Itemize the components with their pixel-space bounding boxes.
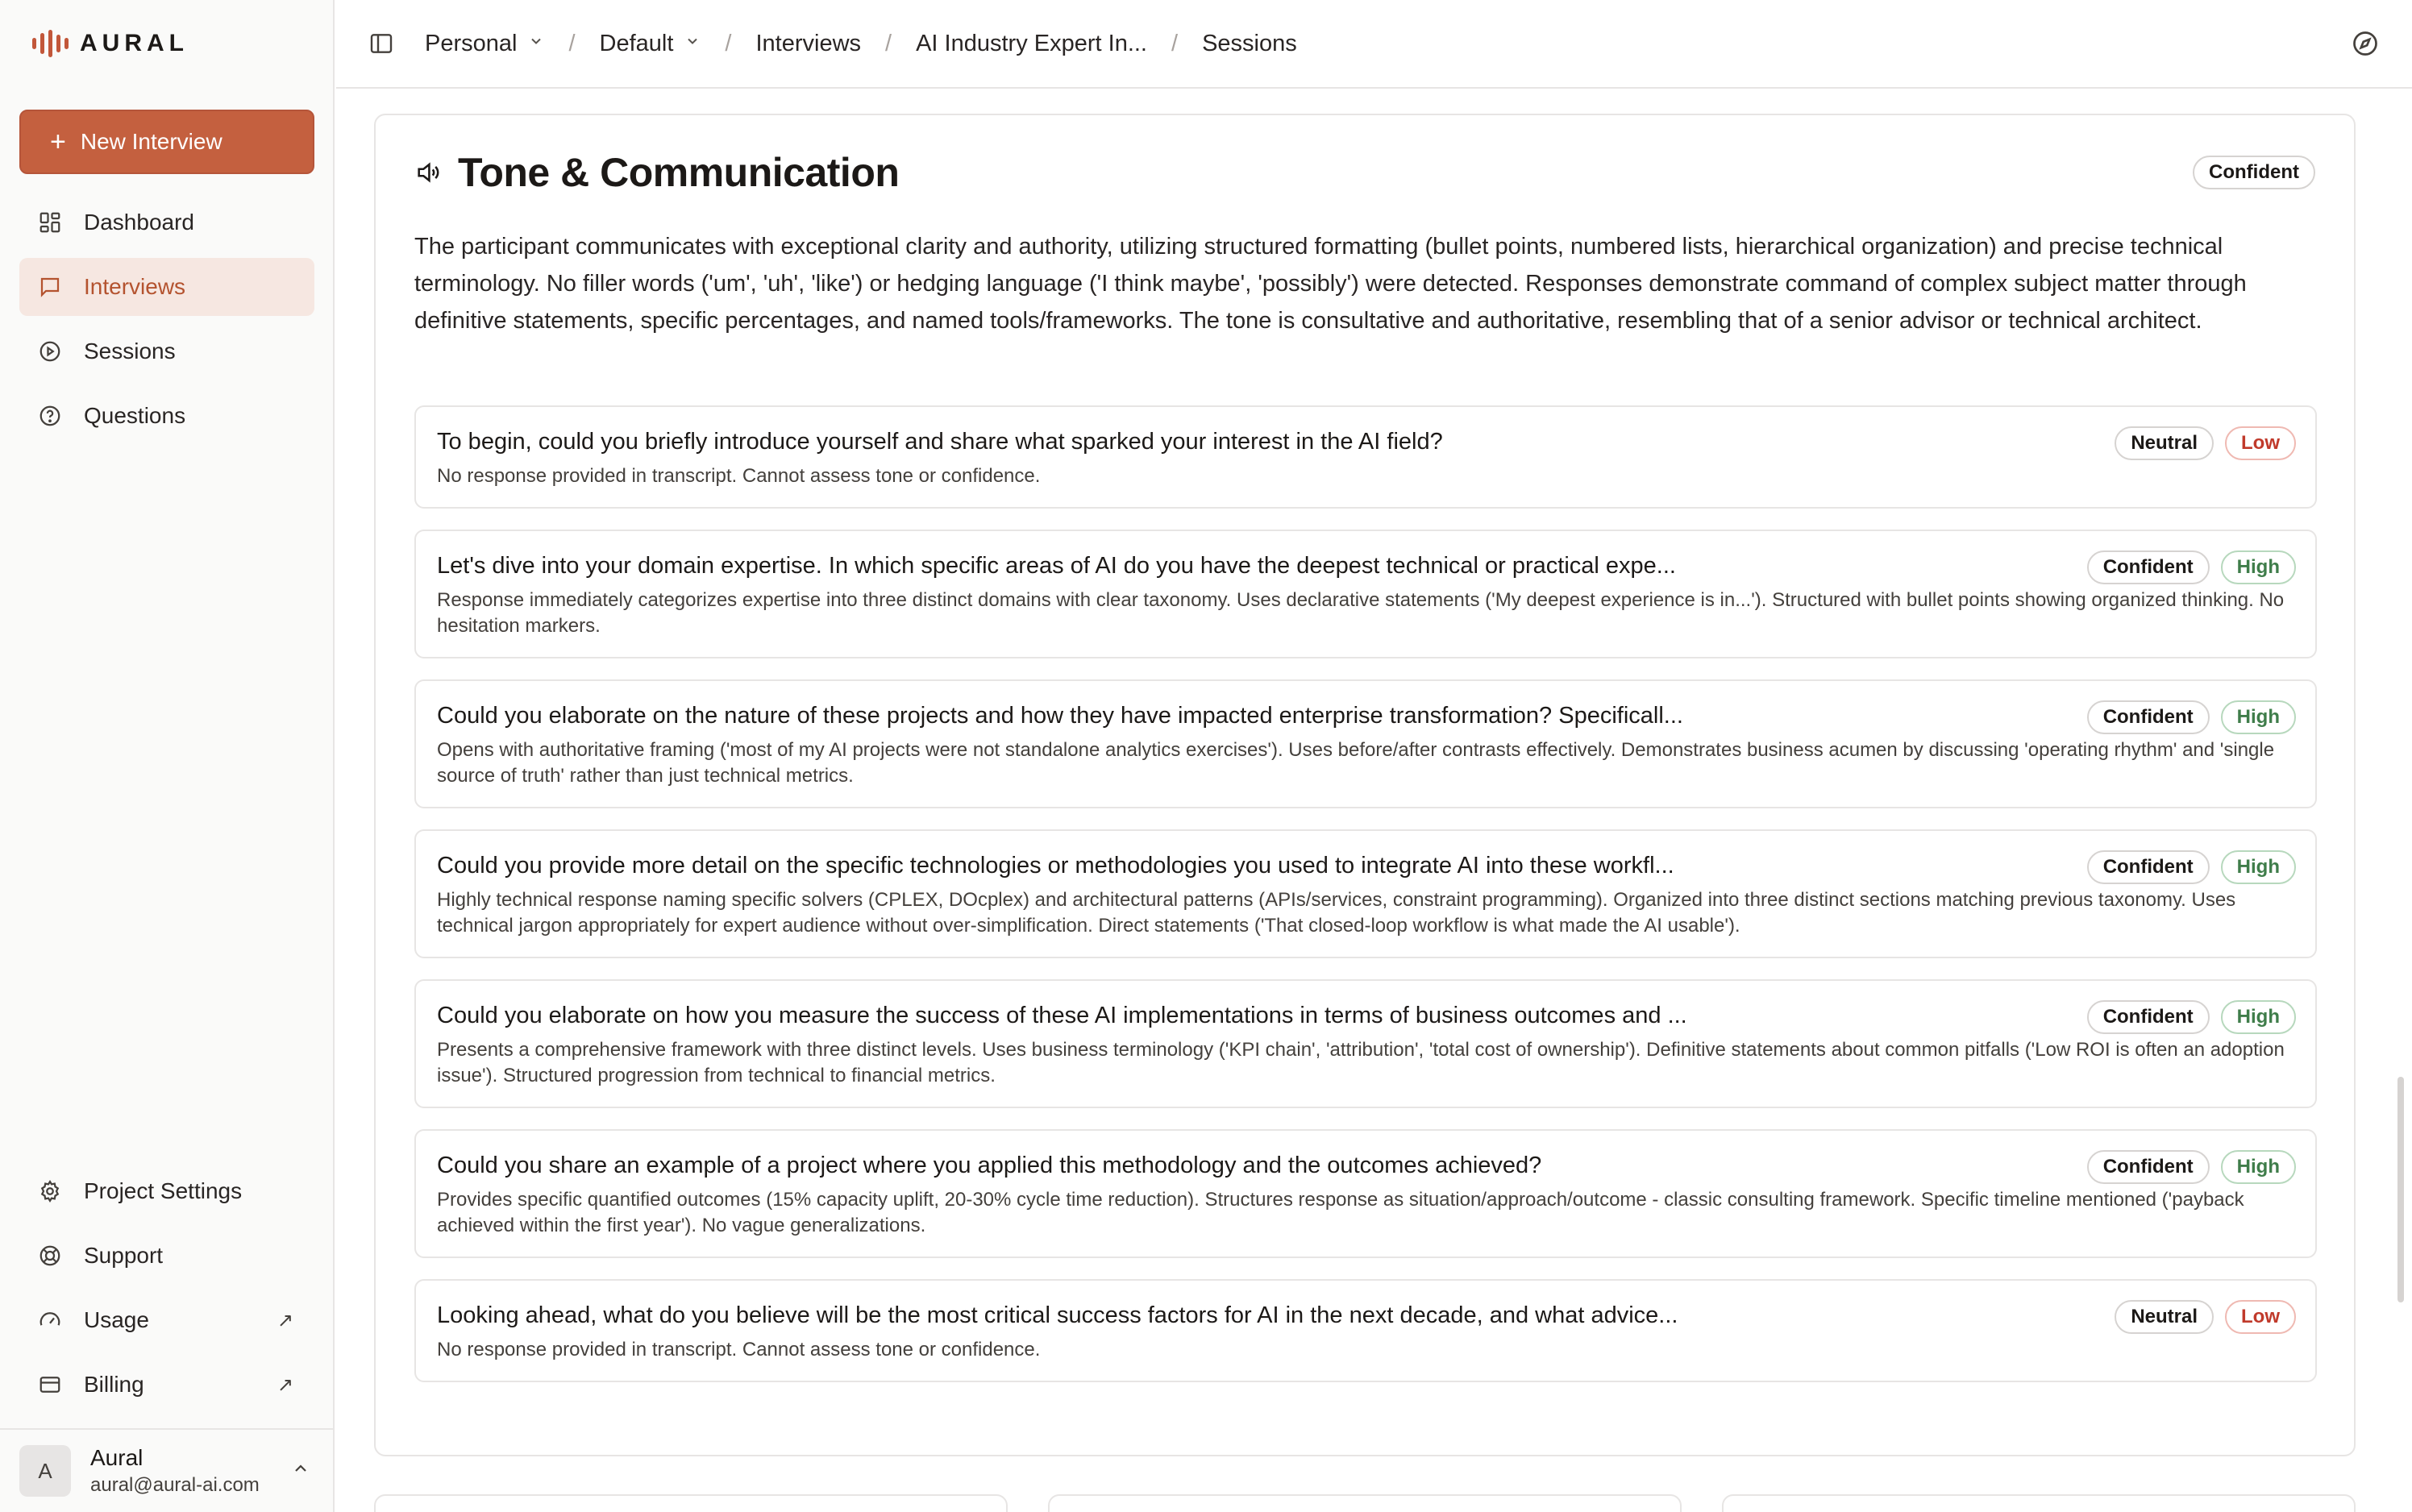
confidence-badge: Low xyxy=(2225,426,2296,460)
nav-item-sessions[interactable] xyxy=(19,322,314,380)
tone-summary: The participant communicates with exceptional clarity and authority, utilizing structured formatting (bullet points, numbered lists, hierarchical organization) and precise technical terminology. No filler words ('um', 'uh', 'like') or hedging language ('I think maybe', 'possibly') were detected. Responses demonstrate command of complex subject matter through definitive statements, specific percentages, and named tools/frameworks. The tone is consultative and authoritative, resembling that of a senior advisor or technical architect. xyxy=(414,234,2247,334)
message-square-icon xyxy=(37,274,63,300)
tone-badge: Confident xyxy=(2087,850,2210,884)
compass-icon[interactable] xyxy=(2351,29,2380,58)
question-text: Could you share an example of a project where you applied this methodology and the outcomes achieved? xyxy=(437,1153,1542,1178)
help-circle-icon xyxy=(37,403,63,429)
question-badges xyxy=(2087,700,2296,734)
breadcrumb-project[interactable] xyxy=(600,31,701,57)
nav-label: Project Settings xyxy=(84,1178,243,1203)
external-link-icon: ↗ xyxy=(277,1373,293,1396)
question-badges xyxy=(2115,426,2296,460)
user-email: aural@aural-ai.com xyxy=(90,1474,260,1496)
nav-item-dashboard[interactable] xyxy=(19,193,314,251)
next-cards-row xyxy=(374,1494,2356,1512)
breadcrumb-interviews[interactable]: Interviews xyxy=(755,30,862,56)
summary-card xyxy=(374,1494,1008,1512)
question-note: Response immediately categorizes expertise into three distinct domains with clear taxonomy. Uses declarative statements ('My deepest experience is in...'). Structured with bullet points showing organized thinking. No hesitation markers. xyxy=(437,589,2285,637)
confidence-badge: High xyxy=(2221,700,2296,734)
breadcrumb-separator: / xyxy=(885,30,892,56)
breadcrumb-workspace[interactable] xyxy=(425,31,544,57)
question-note: No response provided in transcript. Cannot assess tone or confidence. xyxy=(437,465,1041,487)
confidence-badge: High xyxy=(2221,550,2296,584)
gauge-icon xyxy=(37,1307,63,1333)
breadcrumb-interview[interactable]: AI Industry Expert In... xyxy=(916,30,1147,56)
waveform-logo-icon xyxy=(32,30,69,57)
question-text: Could you elaborate on the nature of these projects and how they have impacted enterprise transformation? Specificall... xyxy=(437,703,1683,729)
question-text: To begin, could you briefly introduce yourself and share what sparked your interest in the AI field? xyxy=(437,429,1443,455)
question-note: Highly technical response naming specific solvers (CPLEX, DOcplex) and architectural patterns (APIs/services, constraint programming). Organized into three distinct sections matching previous taxonomy. Uses technical jargon appropriately for expert audience without over-simplification. Direct statements ('That closed-loop workflow is what made the AI usable'). xyxy=(437,889,2236,937)
question-text: Looking ahead, what do you believe will be the most critical success factors for AI in the next decade, and what advice... xyxy=(437,1302,1678,1328)
chevron-up-icon xyxy=(291,1459,310,1484)
card-header xyxy=(414,149,899,196)
chevron-down-icon xyxy=(528,33,544,54)
question-list xyxy=(414,405,2317,1403)
app-logo[interactable] xyxy=(32,27,189,60)
user-menu[interactable] xyxy=(0,1428,335,1512)
tone-communication-card xyxy=(374,114,2356,1456)
nav-item-project-settings[interactable] xyxy=(19,1162,314,1220)
external-link-icon: ↗ xyxy=(277,1309,293,1331)
nav-item-support[interactable] xyxy=(19,1227,314,1285)
confidence-badge: High xyxy=(2221,850,2296,884)
question-text: Let's dive into your domain expertise. In which specific areas of AI do you have the deepest technical or practical expe... xyxy=(437,553,1676,579)
new-interview-label: New Interview xyxy=(80,129,222,154)
topbar xyxy=(336,0,2412,89)
question-text: Could you provide more detail on the specific technologies or methodologies you used to integrate AI into these workfl... xyxy=(437,853,1674,879)
breadcrumb-separator: / xyxy=(725,30,732,56)
play-circle-icon xyxy=(37,339,63,364)
overall-tone-badge: Confident xyxy=(2193,156,2315,189)
nav-item-interviews[interactable] xyxy=(19,258,314,316)
question-badges xyxy=(2087,550,2296,584)
sidebar xyxy=(0,0,335,1512)
question-badges xyxy=(2115,1300,2296,1334)
scrollbar-thumb[interactable] xyxy=(2397,1077,2404,1302)
chevron-down-icon xyxy=(684,33,701,54)
nav-item-questions[interactable] xyxy=(19,387,314,445)
nav-label: Dashboard xyxy=(84,210,194,235)
tone-badge: Confident xyxy=(2087,1150,2210,1184)
user-name: Aural xyxy=(90,1445,143,1470)
breadcrumb-current-page: Sessions xyxy=(1202,30,1297,56)
nav-label: Sessions xyxy=(84,339,176,363)
tone-badge: Confident xyxy=(2087,550,2210,584)
plus-icon: + xyxy=(50,127,66,157)
avatar: A xyxy=(19,1445,71,1497)
confidence-badge: High xyxy=(2221,1150,2296,1184)
question-item xyxy=(414,405,2317,509)
breadcrumb-workspace-label: Personal xyxy=(425,30,518,56)
nav-label: Interviews xyxy=(84,274,186,299)
confidence-badge: Low xyxy=(2225,1300,2296,1334)
new-interview-button[interactable] xyxy=(19,110,314,174)
question-note: No response provided in transcript. Cannot assess tone or confidence. xyxy=(437,1339,1041,1360)
card-title: Tone & Communication xyxy=(458,150,900,195)
question-item xyxy=(414,1279,2317,1382)
nav-label: Support xyxy=(84,1243,164,1268)
logo-text: AURAL xyxy=(80,30,189,56)
tone-badge: Confident xyxy=(2087,1000,2210,1034)
nav-label: Billing xyxy=(84,1372,144,1397)
nav-label: Usage xyxy=(84,1307,149,1332)
question-item xyxy=(414,829,2317,958)
tone-badge: Neutral xyxy=(2115,1300,2214,1334)
confidence-badge: High xyxy=(2221,1000,2296,1034)
question-note: Presents a comprehensive framework with three distinct levels. Uses business terminology ('KPI chain', 'attribution', 'total cost of ownership'). Definitive statements about common pitfalls ('Low ROI is often an adoption issue'). Structured progression from technical to financial metrics. xyxy=(437,1039,2285,1086)
summary-card xyxy=(1722,1494,2356,1512)
summary-card xyxy=(1048,1494,1682,1512)
tone-badge: Neutral xyxy=(2115,426,2214,460)
credit-card-icon xyxy=(37,1372,63,1398)
user-info xyxy=(90,1445,260,1497)
question-item xyxy=(414,1129,2317,1258)
question-badges xyxy=(2087,1000,2296,1034)
breadcrumb-project-label: Default xyxy=(599,30,674,56)
nav-item-usage[interactable] xyxy=(19,1291,314,1349)
tone-badge: Confident xyxy=(2087,700,2210,734)
question-item xyxy=(414,530,2317,658)
question-item xyxy=(414,979,2317,1108)
question-badges xyxy=(2087,1150,2296,1184)
question-item xyxy=(414,679,2317,808)
dashboard-icon xyxy=(37,210,63,235)
lifebuoy-icon xyxy=(37,1243,63,1269)
question-note: Provides specific quantified outcomes (15% capacity uplift, 20-30% cycle time reduction). Structures response as situation/approach/outcome - classic consulting framework. Specific timeline mentioned ('payback achieved within the first year'). No vague generalizations. xyxy=(437,1189,2244,1236)
primary-nav xyxy=(19,193,314,451)
sidebar-toggle-icon[interactable] xyxy=(368,31,394,56)
question-badges xyxy=(2087,850,2296,884)
nav-item-billing[interactable] xyxy=(19,1356,314,1414)
nav-label: Questions xyxy=(84,403,186,428)
gear-icon xyxy=(37,1178,63,1204)
breadcrumb-separator: / xyxy=(568,30,576,56)
question-note: Opens with authoritative framing ('most of my AI projects were not standalone analytics exercises'). Uses before/after contrasts effectively. Demonstrates business acumen by discussing 'operating rhythm' and 'single source of truth' rather than just technical metrics. xyxy=(437,739,2275,787)
breadcrumb-separator: / xyxy=(1171,30,1179,56)
secondary-nav xyxy=(19,1162,314,1420)
speaker-icon xyxy=(414,159,442,186)
question-text: Could you elaborate on how you measure the success of these AI implementations in terms of business outcomes and ... xyxy=(437,1003,1687,1028)
